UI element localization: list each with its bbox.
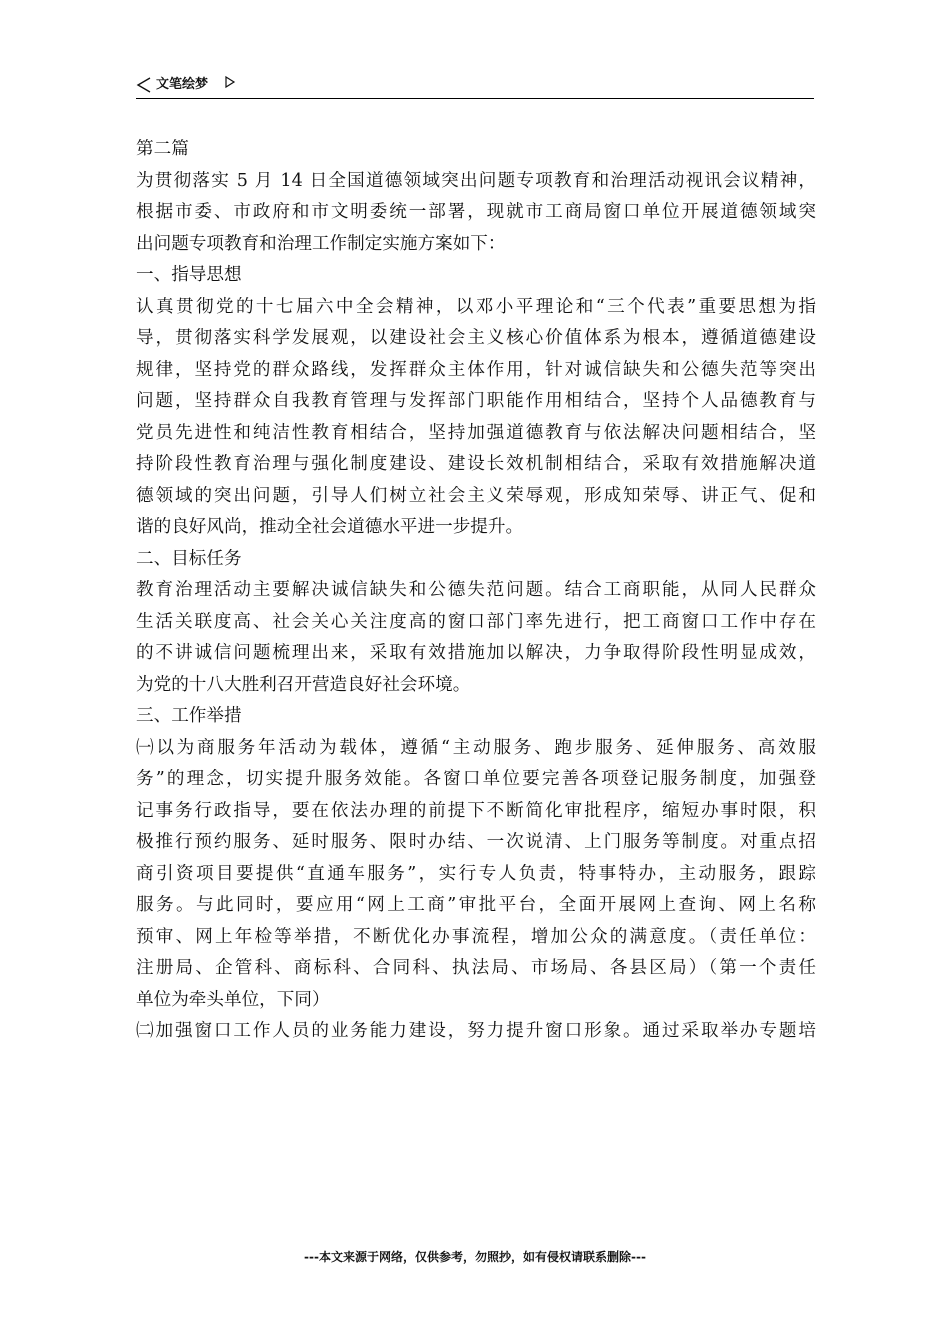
text-line: 预审、网上年检等举措，不断优化办事流程，增加公众的满意度。（责任单位： bbox=[136, 926, 816, 947]
text-line: 注册局、企管科、商标科、合同科、执法局、市场局、各县区局）（第一个责任 bbox=[136, 958, 816, 978]
text-line: 持阶段性教育治理与强化制度建设、建设长效机制相结合，采取有效措施解决道 bbox=[136, 454, 816, 474]
text-line: 三、工作举措 bbox=[136, 706, 242, 726]
text-line: ㈠以为商服务年活动为载体，遵循“主动服务、跑步服务、延伸服务、高效服 bbox=[136, 737, 816, 758]
text-line: 教育治理活动主要解决诚信缺失和公德失范问题。结合工商职能，从同人民群众 bbox=[136, 580, 816, 600]
text-line: 为党的十八大胜利召开营造良好社会环境。 bbox=[136, 674, 471, 695]
right-triangle-icon bbox=[224, 75, 236, 89]
footer-disclaimer: ---本文来源于网络，仅供参考，勿照抄，如有侵权请联系删除--- bbox=[304, 1250, 646, 1264]
text-line: 极推行预约服务、延时服务、限时办结、一次说清、上门服务等制度。对重点招 bbox=[136, 832, 816, 852]
document-body bbox=[136, 134, 816, 1048]
text-line: 服务。与此同时，要应用“网上工商”审批平台，全面开展网上查询、网上名称 bbox=[136, 895, 816, 915]
page-header bbox=[136, 74, 814, 99]
text-line: 为贯彻落实 5 月 14 日全国道德领域突出问题专项教育和治理活动视讯会议精神， bbox=[136, 170, 816, 191]
text-line: 认真贯彻党的十七届六中全会精神，以邓小平理论和“三个代表”重要思想为指 bbox=[136, 296, 816, 317]
text-line: ㈡加强窗口工作人员的业务能力建设，努力提升窗口形象。通过采取举办专题培 bbox=[136, 1021, 816, 1041]
text-line: 德领域的突出问题，引导人们树立社会主义荣辱观，形成知荣辱、讲正气、促和 bbox=[136, 485, 816, 506]
text-line: 第二篇 bbox=[136, 139, 189, 159]
text-line: 问题，坚持群众自我教育管理与发挥部门职能作用相结合，坚持个人品德教育与 bbox=[136, 391, 816, 411]
text-line: 规律，坚持党的群众路线，发挥群众主体作用，针对诚信缺失和公德失范等突出 bbox=[136, 359, 816, 380]
left-triangle-icon bbox=[136, 76, 152, 94]
text-line: 的不讲诚信问题梳理出来，采取有效措施加以解决，力争取得阶段性明显成效， bbox=[136, 643, 816, 663]
text-line: 生活关联度高、社会关心关注度高的窗口部门率先进行，把工商窗口工作中存在 bbox=[136, 611, 816, 632]
text-line: 谐的良好风尚，推动全社会道德水平进一步提升。 bbox=[136, 517, 524, 537]
header-title: 文笔绘梦 bbox=[156, 77, 209, 92]
text-line: 出问题专项教育和治理工作制定实施方案如下： bbox=[136, 233, 506, 254]
text-line: 一、指导思想 bbox=[136, 265, 242, 285]
text-line: 单位为牵头单位，下同） bbox=[136, 989, 330, 1010]
text-line: 党员先进性和纯洁性教育相结合，坚持加强道德教育与依法解决问题相结合，坚 bbox=[136, 422, 816, 443]
text-line: 根据市委、市政府和市文明委统一部署，现就市工商局窗口单位开展道德领域突 bbox=[136, 202, 816, 222]
text-line: 导，贯彻落实科学发展观，以建设社会主义核心价值体系为根本，遵循道德建设 bbox=[136, 328, 816, 348]
text-line: 二、目标任务 bbox=[136, 548, 242, 569]
text-line: 记事务行政指导，要在依法办理的前提下不断简化审批程序，缩短办事时限，积 bbox=[136, 800, 816, 821]
text-line: 商引资项目要提供“直通车服务”，实行专人负责，特事特办，主动服务，跟踪 bbox=[136, 863, 816, 884]
text-line: 务”的理念，切实提升服务效能。各窗口单位要完善各项登记服务制度，加强登 bbox=[136, 769, 816, 789]
